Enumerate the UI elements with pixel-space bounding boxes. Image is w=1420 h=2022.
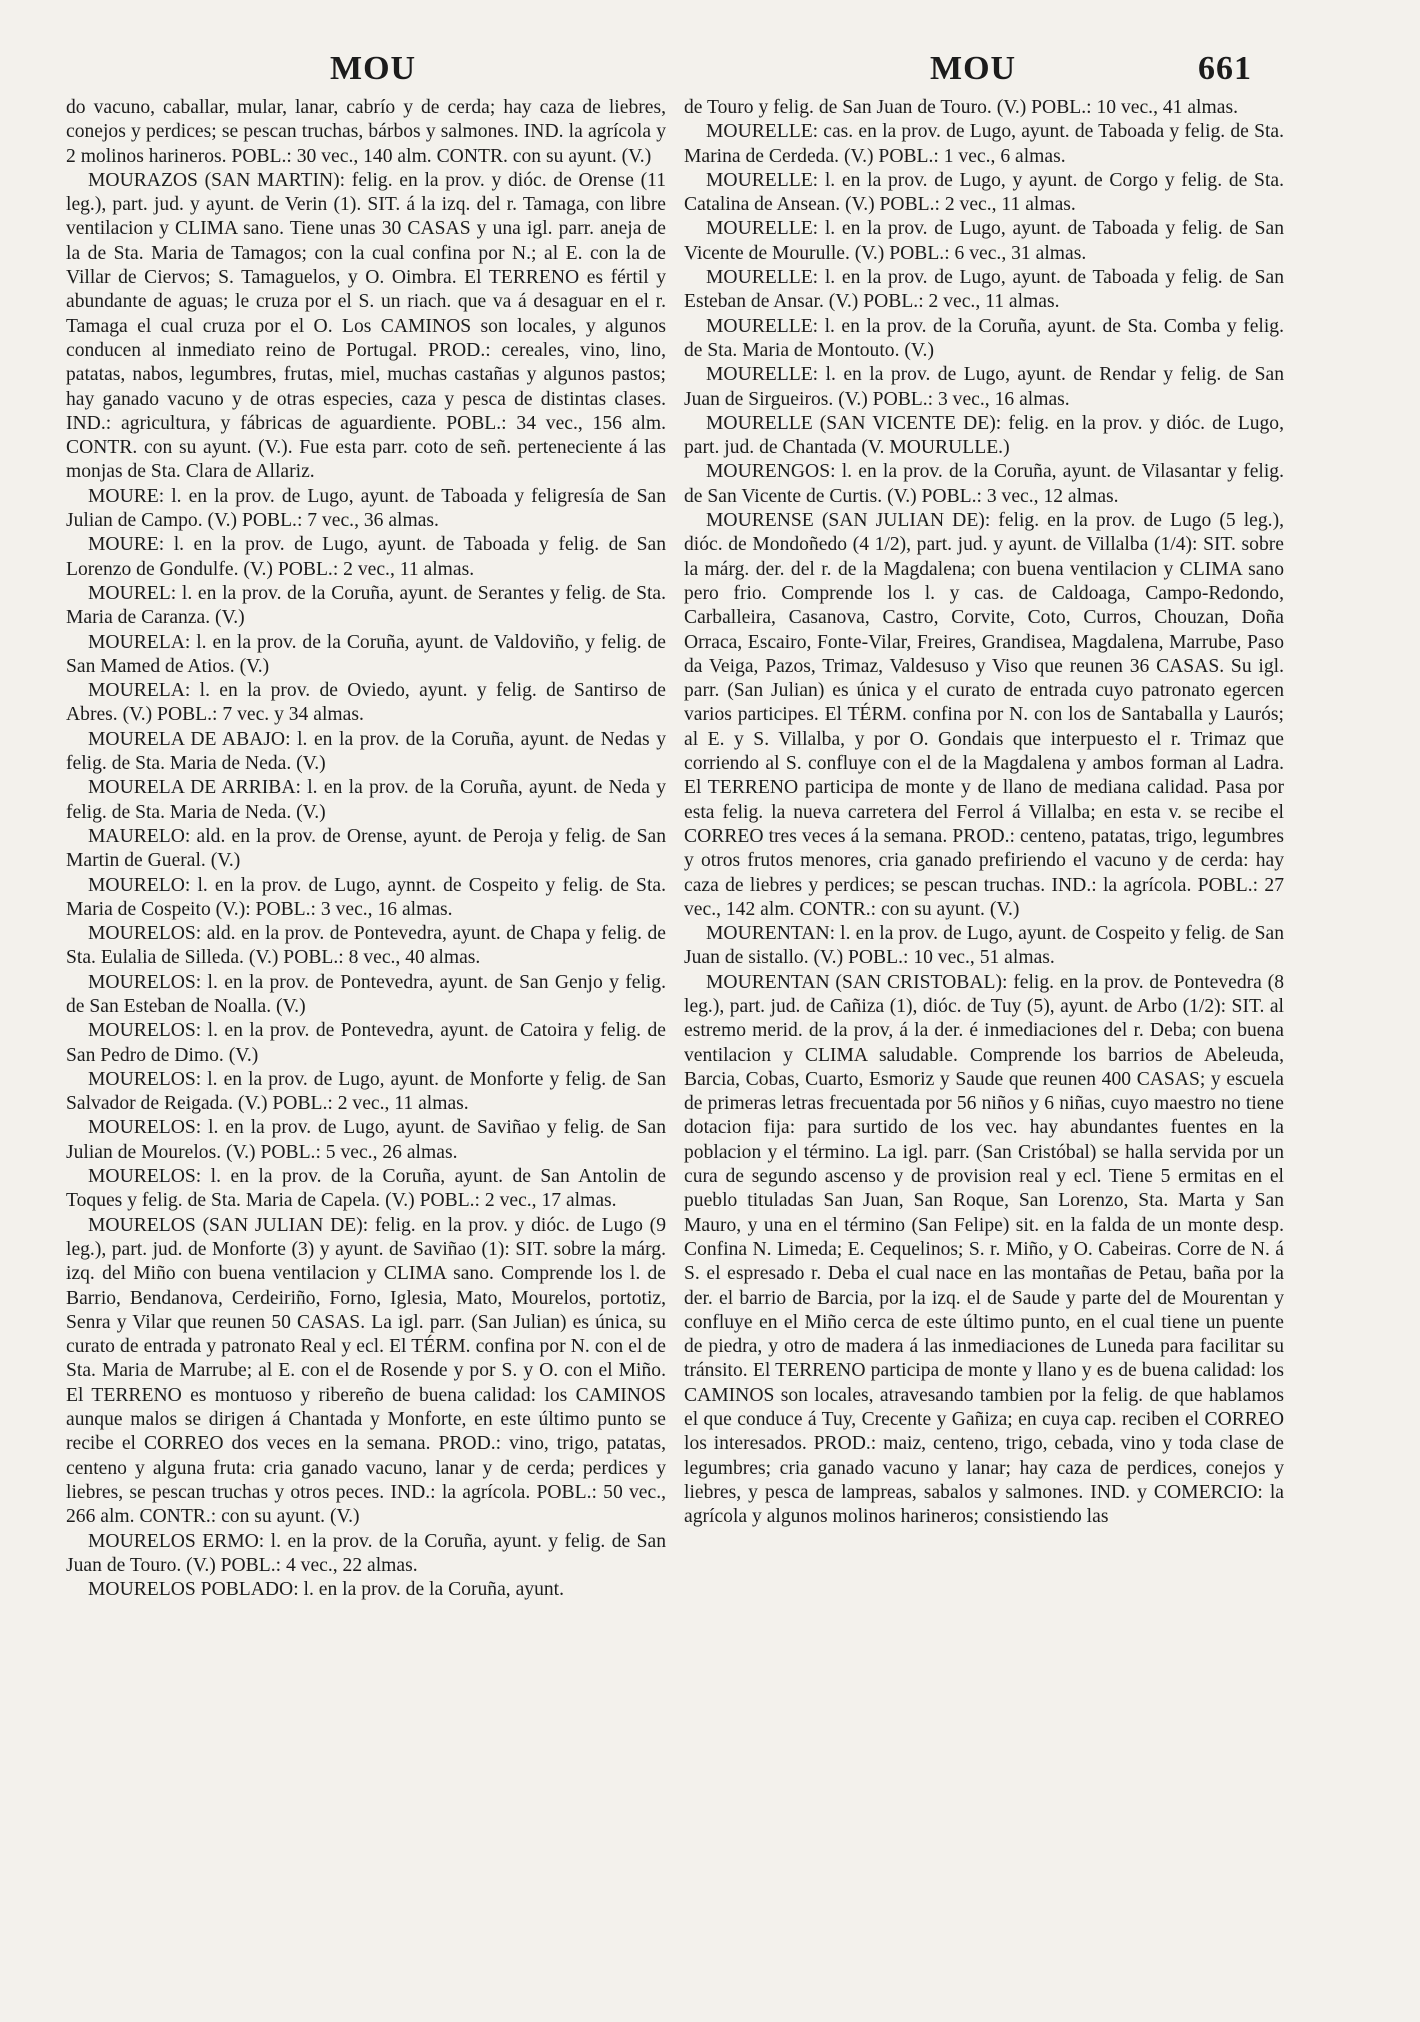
left-column	[66, 96, 666, 1602]
entry-paragraph: MOURELLE: l. en la prov. de Lugo, ayunt. de Taboada y felig. de San Esteban de Ansar. (V.) POBL.: 2 vec., 11 almas.	[684, 267, 1284, 313]
header-center-word: MOU	[930, 50, 1017, 87]
page-number: 661	[1198, 50, 1252, 87]
right-column	[684, 96, 1284, 1530]
entry-paragraph: MOURELLE: l. en la prov. de Lugo, ayunt. de Rendar y felig. de San Juan de Sirgueiros. (V.) POBL.: 3 vec., 16 almas.	[684, 364, 1284, 410]
entry-paragraph: MOURELOS: l. en la prov. de Lugo, ayunt. de Monforte y felig. de San Salvador de Reigada. (V.) POBL.: 2 vec., 11 almas.	[66, 1068, 666, 1115]
entry-paragraph: MOURELLE: l. en la prov. de Lugo, y ayunt. de Corgo y felig. de Sta. Catalina de Ansean. (V.) POBL.: 2 vec., 11 almas.	[684, 169, 1284, 216]
entry-paragraph: MOURELOS POBLADO: l. en la prov. de la Coruña, ayunt.	[88, 1579, 564, 1601]
entry-paragraph: MOURENTAN (SAN CRISTOBAL): felig. en la prov. de Pontevedra (8 leg.), part. jud. de Cañiza (1), dióc. de Tuy (5), ayunt. de Arbo (1/2): SIT. al estremo merid. de la prov, á la der. é inmediaciones del r. Deba; con buena ventilacion y CLIMA saludable. Comprende los barrios de Abeleuda, Barcia, Cobas, Cuarto, Esmoriz y Saude que reunen 400 CASAS; y escuela de primeras letras frecuentada por 56 niños y 6 niñas, cuyo maestro no tiene dotacion fija: para surtido de los vec. hay abundantes fuentes en la poblacion y el término. La igl. parr. (San Cristóbal) se halla servida por un cura de segundo ascenso y de provision real y ecl. Tiene 5 ermitas en el pueblo tituladas San Juan, San Roque, San Lorenzo, Sta. Marta y San Mauro, y una en el término (San Felipe) sit. en la falda de un monte desp. Confina N. Limeda; E. Cequelinos; S. r. Miño, y O. Cabeiras. Corre de N. á S. el espresado r. Deba el cual nace en las montañas de Petau, baña por la der. el barrio de Barcia, por la izq. el de Saude y parte del de Mourentan y confluye en el Miño cerca de este último punto, en el cual tiene un puente de piedra, y otro de madera á las inmediaciones de Luneda para facilitar su tránsito. El TERRENO participa de monte y llano y es de buena calidad: los CAMINOS son locales, atravesando tambien por la felig. de que hablamos el que conduce á Tuy, Crecente y Gañiza; en cuya cap. reciben el CORREO los interesados. PROD.: maiz, centeno, trigo, cebada, vino y toda clase de legumbres; cria ganado vacuno y lanar; hay caza de perdices, conejos y liebres, y pesca de lampreas, sabalos y salmones. IND. y COMERCIO: la agrícola y algunos molinos harineros; consistiendo las	[684, 971, 1284, 1528]
entry-paragraph: MOURELLE: cas. en la prov. de Lugo, ayunt. de Taboada y felig. de Sta. Marina de Cerdeda. (V.) POBL.: 1 vec., 6 almas.	[684, 121, 1284, 167]
entry-paragraph: MOUREL: l. en la prov. de la Coruña, ayunt. de Serantes y felig. de Sta. Maria de Caranza. (V.)	[66, 582, 666, 629]
entry-paragraph: MOURELA: l. en la prov. de la Coruña, ayunt. de Valdoviño, y felig. de San Mamed de Atios. (V.)	[66, 631, 666, 677]
entry-paragraph: MOURE: l. en la prov. de Lugo, ayunt. de Taboada y feligresía de San Julian de Campo. (V.) POBL.: 7 vec., 36 almas.	[66, 485, 666, 532]
entry-paragraph: MAURELO: ald. en la prov. de Orense, ayunt. de Peroja y felig. de San Martin de Gueral. (V.)	[66, 825, 666, 872]
entry-paragraph: MOURELO: l. en la prov. de Lugo, aynnt. de Cospeito y felig. de Sta. Maria de Cospeito (V.): POBL.: 3 vec., 16 almas.	[66, 874, 666, 920]
entry-paragraph: MOURELLE (SAN VICENTE DE): felig. en la prov. y dióc. de Lugo, part. jud. de Chantada (V. MOURULLE.)	[684, 412, 1284, 459]
entry-paragraph: MOURELA DE ARRIBA: l. en la prov. de la Coruña, ayunt. de Neda y felig. de Sta. Maria de Neda. (V.)	[66, 777, 666, 823]
entry-paragraph: MOURENTAN: l. en la prov. de Lugo, ayunt. de Cospeito y felig. de San Juan de sistallo. (V.) POBL.: 10 vec., 51 almas.	[684, 923, 1284, 969]
entry-paragraph: do vacuno, caballar, mular, lanar, cabrío y de cerda; hay caza de liebres, conejos y perdices; se pescan truchas, bárbos y salmones. IND. la agrícola y 2 molinos harineros. POBL.: 30 vec., 140 alm. CONTR. con su ayunt. (V.)	[66, 97, 666, 167]
entry-paragraph: MOURELLE: l. en la prov. de Lugo, ayunt. de Taboada y felig. de San Vicente de Mourulle. (V.) POBL.: 6 vec., 31 almas.	[684, 218, 1284, 264]
entry-paragraph: MOURELOS: l. en la prov. de Lugo, ayunt. de Saviñao y felig. de San Julian de Mourelos. (V.) POBL.: 5 vec., 26 almas.	[66, 1117, 666, 1163]
entry-paragraph: MOURE: l. en la prov. de Lugo, ayunt. de Taboada y felig. de San Lorenzo de Gondulfe. (V.) POBL.: 2 vec., 11 almas.	[66, 534, 666, 580]
entry-paragraph: de Touro y felig. de San Juan de Touro. (V.) POBL.: 10 vec., 41 almas.	[684, 97, 1238, 118]
entry-paragraph: MOURELOS (SAN JULIAN DE): felig. en la prov. y dióc. de Lugo (9 leg.), part. jud. de Monforte (3) y ayunt. de Saviñao (1): SIT. sobre la márg. izq. del Miño con buena ventilacion y CLIMA sano. Comprende los l. de Barrio, Bendanova, Cerdeiriño, Forno, Iglesia, Mato, Mourelos, portotiz, Senra y Vilar que reunen 50 CASAS. La igl. parr. (San Julian) es única, su curato de entrada y patronato Real y ecl. El TÉRM. confina por N. con el de Sta. Maria de Marrube; al E. con el de Rosende y por S. y O. con el Miño. El TERRENO es montuoso y ribereño de buena calidad: los CAMINOS aunque malos se dirigen á Chantada y Monforte, en este último punto se recibe el CORREO dos veces en la semana. PROD.: vino, trigo, patatas, centeno y alguna fruta: cria ganado vacuno, lanar y de cerda; perdices y liebres, se pescan truchas y otros peces. IND.: la agrícola. POBL.: 50 vec., 266 alm. CONTR.: con su ayunt. (V.)	[66, 1214, 666, 1528]
running-header	[0, 50, 1420, 94]
entry-paragraph: MOURELA: l. en la prov. de Oviedo, ayunt. y felig. de Santirso de Abres. (V.) POBL.: 7 vec. y 34 almas.	[66, 680, 666, 726]
entry-paragraph: MOURELOS: l. en la prov. de la Coruña, ayunt. de San Antolin de Toques y felig. de Sta. Maria de Capela. (V.) POBL.: 2 vec., 17 almas.	[66, 1166, 666, 1212]
entry-paragraph: MOURELOS: l. en la prov. de Pontevedra, ayunt. de Catoira y felig. de San Pedro de Dimo. (V.)	[66, 1020, 666, 1066]
entry-paragraph: MOURENGOS: l. en la prov. de la Coruña, ayunt. de Vilasantar y felig. de San Vicente de Curtis. (V.) POBL.: 3 vec., 12 almas.	[684, 461, 1284, 507]
entry-paragraph: MOURELOS ERMO: l. en la prov. de la Coruña, ayunt. y felig. de San Juan de Touro. (V.) POBL.: 4 vec., 22 almas.	[66, 1530, 666, 1576]
entry-paragraph: MOURENSE (SAN JULIAN DE): felig. en la prov. de Lugo (5 leg.), dióc. de Mondoñedo (4 1/2), part. jud. y ayunt. de Villalba (1/4): SIT. sobre la márg. der. del r. de la Magdalena; con buena ventilacion y CLIMA sano pero frio. Comprende los l. y cas. de Caldoaga, Campo-Redondo, Carballeira, Casanova, Castro, Corvite, Coto, Curros, Chouzan, Doña Orraca, Escairo, Fonte-Vilar, Freires, Grandisea, Magdalena, Marrube, Paso da Veiga, Pazos, Trimaz, Valdesuso y Viso que reunen 36 CASAS. Su igl. parr. (San Julian) es única y el curato de entrada cuyo patronato egercen varios participes. El TÉRM. confina por N. con los de Santaballa y Laurós; al E. y S. Villalba, y por O. Gondais que interpuesto el r. Trimaz que corriendo al S. confluye con el de la Magdalena y ambos forman al Ladra. El TERRENO participa de monte y de llano de mediana calidad. Pasa por esta felig. la nueva carretera del Ferrol á Villalba; en esta v. se recibe el CORREO tres veces á la semana. PROD.: centeno, patatas, trigo, legumbres y otros frutos menores, cria ganado prefiriendo el vacuno y de cerda: hay caza de liebres y perdices; se pescan truchas. IND.: la agrícola. POBL.: 27 vec., 142 alm. CONTR.: con su ayunt. (V.)	[684, 510, 1284, 920]
header-left-word: MOU	[330, 50, 417, 87]
entry-paragraph: MOURAZOS (SAN MARTIN): felig. en la prov. y dióc. de Orense (11 leg.), part. jud. y ayunt. de Verin (1). SIT. á la izq. del r. Tamaga, con libre ventilacion y CLIMA sano. Tiene unas 30 CASAS y una igl. parr. aneja de la de Sta. Maria de Tamagos; con la cual confina por N.; al E. con la de Villar de Ciervos; S. Tamaguelos, y O. Oimbra. El TERRENO es fértil y abundante de aguas; le cruza por el S. un riach. que va á desaguar en el r. Tamaga el cual cruza por el O. Los CAMINOS son locales, y algunos conducen al inmediato reino de Portugal. PROD.: cereales, vino, lino, patatas, nabos, legumbres, frutas, miel, muchas castañas y algunos pastos; hay ganado vacuno y de otras especies, caza y pesca de distintas clases. IND.: agricultura, y fábricas de aguardiente. POBL.: 34 vec., 156 alm. CONTR. con su ayunt. (V.). Fue esta parr. coto de señ. perteneciente á las monjas de Sta. Clara de Allariz.	[66, 169, 666, 483]
entry-paragraph: MOURELA DE ABAJO: l. en la prov. de la Coruña, ayunt. de Nedas y felig. de Sta. Maria de Neda. (V.)	[66, 728, 666, 775]
entry-paragraph: MOURELLE: l. en la prov. de la Coruña, ayunt. de Sta. Comba y felig. de Sta. Maria de Montouto. (V.)	[684, 315, 1284, 361]
entry-paragraph: MOURELOS: ald. en la prov. de Pontevedra, ayunt. de Chapa y felig. de Sta. Eulalia de Silleda. (V.) POBL.: 8 vec., 40 almas.	[66, 923, 666, 969]
entry-paragraph: MOURELOS: l. en la prov. de Pontevedra, ayunt. de San Genjo y felig. de San Esteban de Noalla. (V.)	[66, 971, 666, 1017]
